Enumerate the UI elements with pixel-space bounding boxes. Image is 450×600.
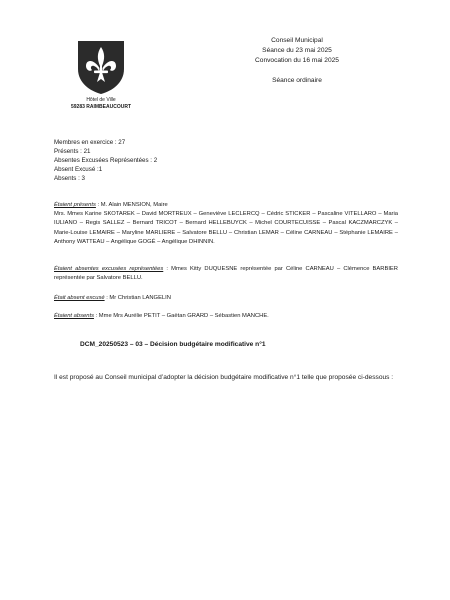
meeting-header bbox=[232, 36, 362, 86]
session-type: Séance ordinaire bbox=[272, 77, 322, 84]
presents-list: Mrs. Mmes Karine SKOTAREK – David MORTREUX – Geneviève LECLERCQ – Cédric STICKER – Pascaline VITELLARO – Maria IULIANO – Regis SALLEZ – Bernard TRICOT – Bernard HELLEBUYCK – Michel COURTECUISSE – Pascal KACZMARCZYK – Marie-Louise LEMAIRE – Maryline MARLIERE – Salvatore BELLU – Christian LEMAR – Céline CARNEAU – Stéphanie LEMAIRE – Anthony WATTEAU – Angélique GOGÉ – Angélique DHINNIN. bbox=[54, 211, 398, 245]
absents-label: Étaient absents bbox=[54, 313, 94, 319]
deliberation-title: DCM_20250523 – 03 – Décision budgétaire modificative n°1 bbox=[80, 341, 266, 348]
session-date: Séance du 23 mai 2025 bbox=[262, 47, 332, 54]
excused-represented-text: : Mmes Kitty DUQUESNE représentée par Céline CARNEAU – Clémence BARBIER représentée par Salvatore BELLU. bbox=[54, 266, 398, 282]
stat-line: Absentes Excusées Représentées : 2 bbox=[54, 157, 158, 164]
city-logo-svg bbox=[76, 39, 126, 95]
convocation-date: Convocation du 16 mai 2025 bbox=[255, 57, 339, 64]
presents-mayor: : M. Alain MENSION, Maire bbox=[95, 202, 168, 208]
proposal-paragraph: Il est proposé au Conseil municipal d’adopter la décision budgétaire modificative n°1 telle que proposée ci-dessous : bbox=[54, 374, 394, 381]
excused-represented-paragraph bbox=[54, 265, 398, 283]
stat-line: Présents : 21 bbox=[54, 148, 91, 155]
excused-represented-label: Étaient absentes excusées représentées bbox=[54, 266, 164, 272]
council-title: Conseil Municipal bbox=[271, 37, 323, 44]
stat-line: Membres en exercice : 27 bbox=[54, 139, 126, 146]
absent-excused-label: Était absent excusé bbox=[54, 295, 105, 301]
stat-line: Absent Excusé :1 bbox=[54, 166, 103, 173]
presents-paragraph bbox=[54, 201, 398, 247]
city-hall-label: Hôtel de Ville bbox=[86, 97, 116, 103]
attendance-stats bbox=[54, 138, 157, 183]
absent-excused-paragraph bbox=[54, 294, 398, 303]
absents-paragraph bbox=[54, 312, 398, 321]
presents-label: Étaient présents bbox=[54, 202, 96, 208]
absents-text: : Mme Mrs Aurélie PETIT – Gaëtan GRARD – Sébastien MANCHE. bbox=[93, 313, 269, 319]
absent-excused-text: : Mr Christian LANGELIN bbox=[104, 295, 171, 301]
city-address-label: 59283 RAIMBEAUCOURT bbox=[70, 104, 131, 110]
fleur-de-lis-shield-icon bbox=[76, 39, 126, 95]
stat-line: Absents : 3 bbox=[54, 175, 85, 182]
